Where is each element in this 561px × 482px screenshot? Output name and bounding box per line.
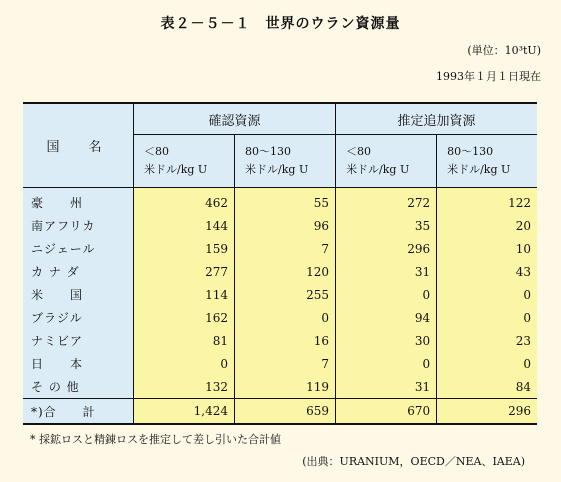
value-cell: 84 [437,375,537,399]
table-row [23,188,537,214]
value-cell: 55 [235,188,336,214]
total-cell: 670 [336,399,437,425]
value-cell: 94 [336,306,437,329]
value-cell: 16 [235,329,336,352]
value-cell: 122 [437,188,537,214]
total-row [23,399,537,425]
value-cell: 31 [336,375,437,399]
subheader-1-range: ＜80 [144,145,169,158]
subheader-4-unit: 米ドル/kg U [447,163,511,176]
value-cell: 162 [134,306,235,329]
footnote: * 採鉱ロスと精錬ロスを推定して差し引いた合計値 [30,433,281,446]
value-cell: 277 [134,260,235,283]
value-cell: 255 [235,283,336,306]
value-cell: 0 [336,283,437,306]
subheader-2-unit: 米ドル/kg U [245,163,309,176]
country-name: ニジェール [23,237,134,260]
table-row [23,260,537,283]
row-header-country: 国 名 [23,103,134,188]
country-name: 南アフリカ [23,214,134,237]
value-cell: 20 [437,214,537,237]
country-name: 日 本 [23,352,134,375]
value-cell: 144 [134,214,235,237]
value-cell: 0 [336,352,437,375]
value-cell: 159 [134,237,235,260]
table-row [23,352,537,375]
country-name: カ ナ ダ [23,260,134,283]
value-cell: 43 [437,260,537,283]
value-cell: 7 [235,237,336,260]
table-row [23,375,537,399]
subheader-1-unit: 米ドル/kg U [144,163,208,176]
group-header-confirmed: 確認資源 [134,103,336,135]
value-cell: 120 [235,260,336,283]
subheader-3-unit: 米ドル/kg U [346,163,410,176]
subheader-3 [336,135,437,188]
table-title: 表２－５－１ 世界のウラン資源量 [160,16,401,32]
country-name: 米 国 [23,283,134,306]
date-label: 1993年１月１日現在 [436,70,541,83]
value-cell: 296 [336,237,437,260]
value-cell: 81 [134,329,235,352]
table-row [23,306,537,329]
source-note: (出典：URANIUM，OECD／NEA、IAEA) [302,455,525,468]
group-header-estimated: 推定追加資源 [336,103,537,135]
table-row [23,283,537,306]
country-name: ブラジル [23,306,134,329]
value-cell: 132 [134,375,235,399]
subheader-4 [437,135,537,188]
subheader-4-range: 80～130 [447,145,494,158]
value-cell: 0 [437,352,537,375]
subheader-1 [134,135,235,188]
value-cell: 96 [235,214,336,237]
value-cell: 0 [437,306,537,329]
value-cell: 31 [336,260,437,283]
value-cell: 7 [235,352,336,375]
total-cell: 296 [437,399,537,425]
total-label: *)合 計 [23,399,134,425]
subheader-3-range: ＜80 [346,145,372,158]
table-row [23,237,537,260]
table-row [23,329,537,352]
value-cell: 30 [336,329,437,352]
value-cell: 0 [235,306,336,329]
subheader-2-range: 80～130 [245,145,292,158]
value-cell: 462 [134,188,235,214]
value-cell: 35 [336,214,437,237]
value-cell: 10 [437,237,537,260]
subheader-2 [235,135,336,188]
value-cell: 119 [235,375,336,399]
country-name: 豪 州 [23,188,134,214]
unit-label: (単位：10³tU) [467,44,541,57]
country-name: ナミビア [23,329,134,352]
uranium-resources-table [23,102,537,425]
total-cell: 1,424 [134,399,235,425]
table-row [23,214,537,237]
country-name: そ の 他 [23,375,134,399]
value-cell: 272 [336,188,437,214]
value-cell: 0 [134,352,235,375]
value-cell: 23 [437,329,537,352]
value-cell: 114 [134,283,235,306]
total-cell: 659 [235,399,336,425]
value-cell: 0 [437,283,537,306]
